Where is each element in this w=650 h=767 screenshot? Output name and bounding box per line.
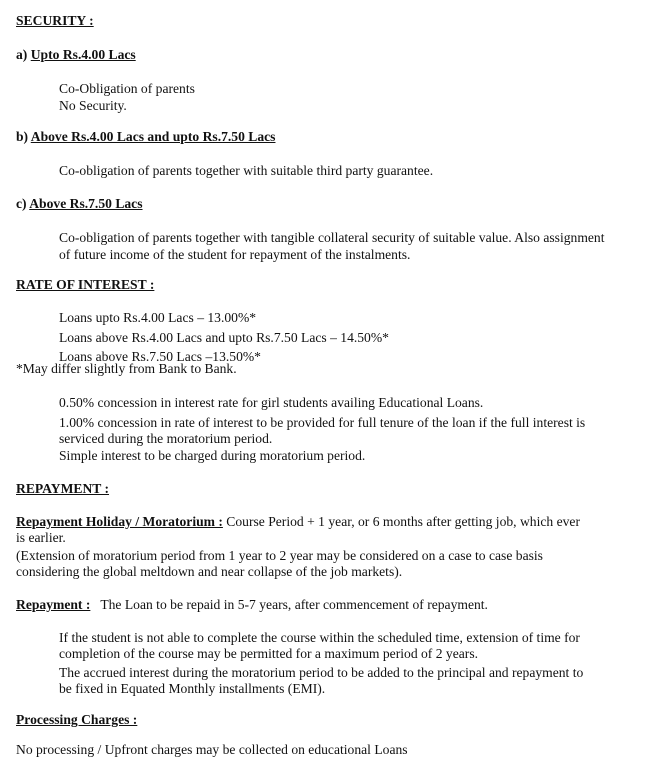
full-concession-line-2: serviced during the moratorium period. (59, 431, 273, 446)
security-c-prefix: c) (16, 196, 30, 211)
processing-charges-text: No processing / Upfront charges may be collected on educational Loans (16, 742, 408, 757)
loan-rate-line-3: Loans above Rs.7.50 Lacs –13.50%* (59, 349, 261, 364)
security-b-title: Above Rs.4.00 Lacs and upto Rs.7.50 Lacs (30, 129, 276, 144)
moratorium-line-1 (16, 513, 580, 530)
processing-charges-heading: Processing Charges : (16, 712, 138, 727)
accrued-interest-line-2: be fixed in Equated Monthly installments (EMI). (59, 681, 326, 696)
security-b-text: Co-obligation of parents together with suitable third party guarantee. (59, 163, 434, 178)
full-concession-line-1: 1.00% concession in rate of interest to be provided for full tenure of the loan if the full interest is (59, 415, 586, 430)
security-a-line-2: No Security. (59, 98, 127, 113)
rate-note: *May differ slightly from Bank to Bank. (16, 361, 237, 376)
repayment-heading: REPAYMENT : (16, 481, 110, 496)
security-c-title: Above Rs.7.50 Lacs (29, 196, 143, 211)
moratorium-text: Course Period + 1 year, or 6 months after getting job, which ever (222, 514, 580, 529)
security-c-heading (16, 195, 143, 212)
loan-rate-line-1: Loans upto Rs.4.00 Lacs – 13.00%* (59, 310, 257, 325)
accrued-interest-line-1: The accrued interest during the moratorium period to be added to the principal and repayment to (59, 665, 584, 680)
repayment-label: Repayment : (16, 597, 91, 612)
loan-rate-line-2: Loans above Rs.4.00 Lacs and upto Rs.7.50 Lacs – 14.50%* (59, 330, 389, 345)
moratorium-label: Repayment Holiday / Moratorium : (16, 514, 223, 529)
moratorium-line-2: is earlier. (16, 530, 66, 545)
rate-of-interest-heading: RATE OF INTEREST : (16, 277, 155, 292)
simple-interest-text: Simple interest to be charged during moratorium period. (59, 448, 366, 463)
security-a-title: Upto Rs.4.00 Lacs (30, 47, 136, 62)
security-heading: SECURITY : (16, 13, 94, 28)
security-a-heading (16, 46, 136, 63)
extension-line-2: considering the global meltdown and near collapse of the job markets). (16, 564, 403, 579)
security-c-line-2: of future income of the student for repayment of the instalments. (59, 247, 411, 262)
security-b-prefix: b) (16, 129, 31, 144)
girl-concession-text: 0.50% concession in interest rate for girl students availing Educational Loans. (59, 395, 484, 410)
course-extension-line-2: completion of the course may be permitted for a maximum period of 2 years. (59, 646, 479, 661)
extension-line-1: (Extension of moratorium period from 1 year to 2 year may be considered on a case to case basis (16, 548, 543, 563)
course-extension-line-1: If the student is not able to complete the course within the scheduled time, extension of time for (59, 630, 580, 645)
security-a-prefix: a) (16, 47, 31, 62)
security-b-heading (16, 128, 275, 145)
repayment-line (16, 596, 488, 613)
security-c-line-1: Co-obligation of parents together with tangible collateral security of suitable value. Also assignment (59, 230, 605, 245)
security-a-line-1: Co-Obligation of parents (59, 81, 195, 96)
repayment-text: The Loan to be repaid in 5-7 years, after commencement of repayment. (90, 597, 488, 612)
